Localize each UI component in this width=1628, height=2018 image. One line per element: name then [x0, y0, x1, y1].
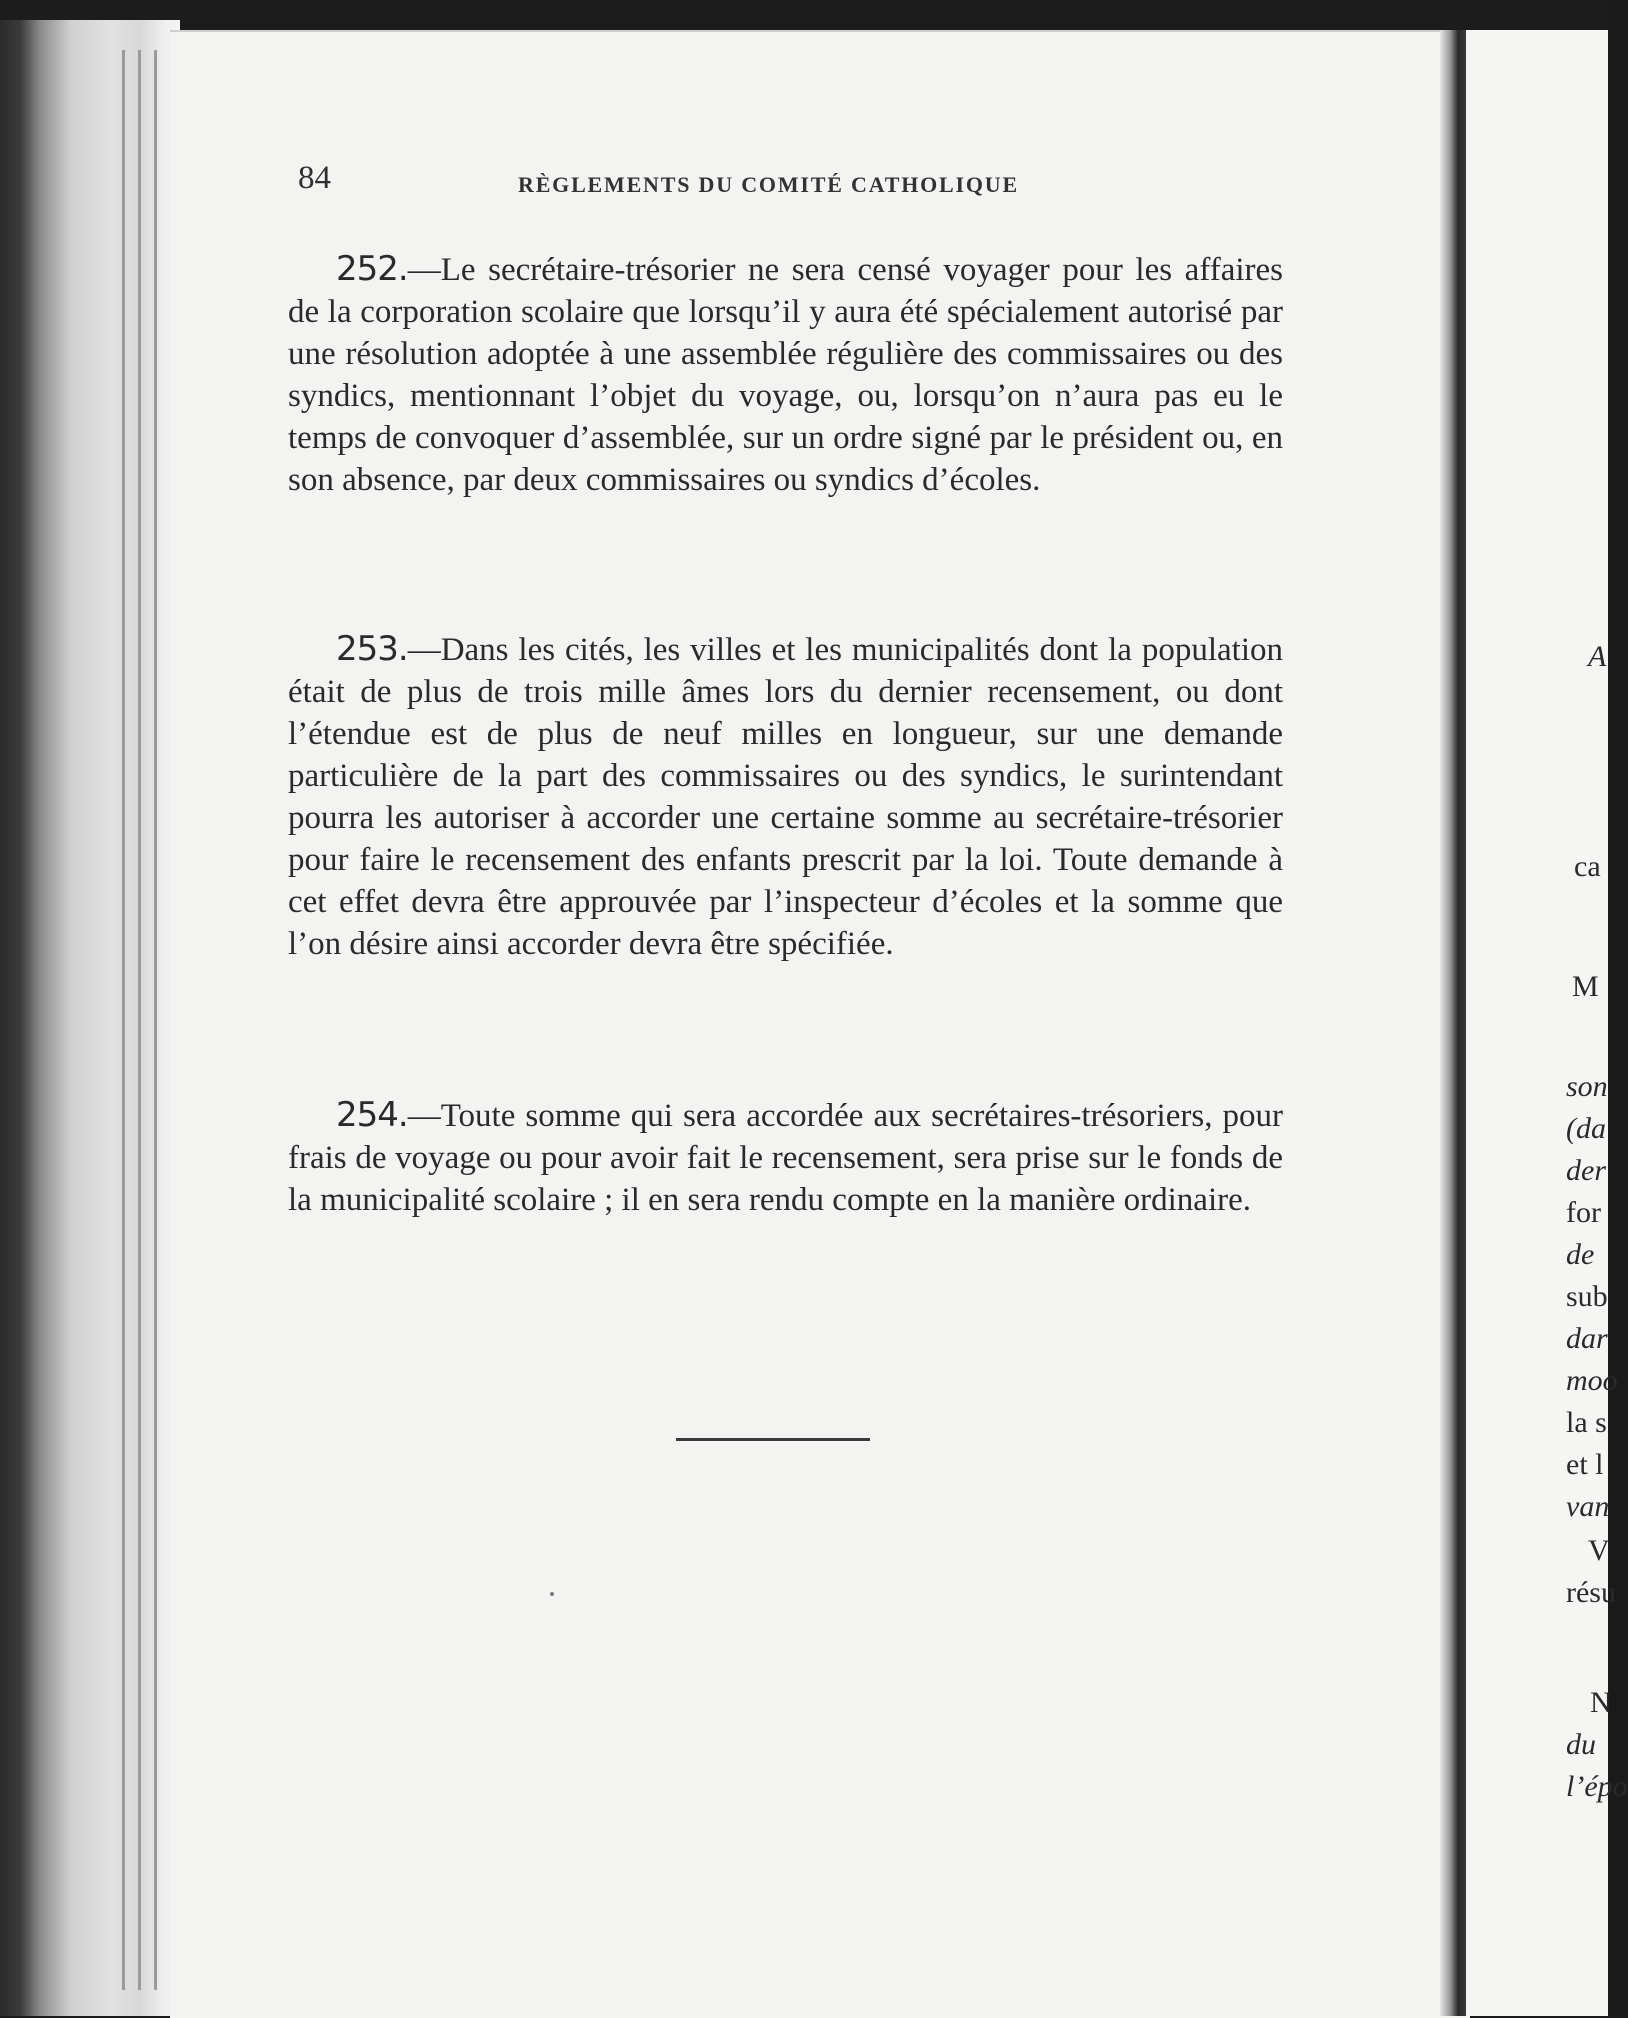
facing-fragment: (da: [1566, 1112, 1606, 1145]
article-text: —Toute somme qui sera accordée aux secrétaires-trésoriers, pour frais de voyage ou pour avoir fait le recensement, sera prise sur le fonds de la municipalité scolaire ; il en sera rendu compte en la manière ordinaire.: [288, 1098, 1283, 1218]
running-head: RÈGLEMENTS DU COMITÉ CATHOLIQUE: [518, 172, 1019, 197]
page-edge-line: [154, 50, 157, 1990]
scan-speck: [550, 1592, 554, 1596]
facing-fragment: moo: [1566, 1364, 1618, 1397]
book-gutter: [1440, 30, 1466, 2016]
facing-fragment: sub: [1566, 1280, 1608, 1313]
facing-page: [1466, 30, 1628, 2016]
article-number: 253.: [336, 629, 408, 669]
article-number: 252.: [336, 249, 408, 289]
facing-fragment: A: [1588, 640, 1607, 673]
page-edge-line: [138, 50, 141, 1990]
article-253: [288, 628, 1283, 965]
facing-fragment: du: [1566, 1728, 1596, 1761]
facing-fragment: ca: [1574, 850, 1601, 883]
facing-fragment: l’épo: [1566, 1770, 1628, 1803]
facing-fragment: et l: [1566, 1448, 1604, 1481]
article-text: —Dans les cités, les villes et les municipalités dont la population était de plus de trois mille âmes lors du dernier recensement, ou dont l’étendue est de plus de neuf milles en longueur, sur une demande particulière de la part des commissaires ou des syndics, le surintendant pourra les autoriser à accorder une certaine somme au secrétaire-trésorier pour faire le recensement des enfants prescrit par la loi. Toute demande à cet effet devra être approuvée par l’inspecteur d’écoles et la somme que l’on désire ainsi accorder devra être spécifiée.: [288, 632, 1283, 962]
facing-fragment: la s: [1566, 1406, 1607, 1439]
article-252: [288, 248, 1283, 501]
facing-fragment: der: [1566, 1154, 1606, 1187]
page-number: 84: [298, 160, 331, 196]
article-254: [288, 1094, 1283, 1221]
facing-fragment: dar: [1566, 1322, 1608, 1355]
book-page-edges: [0, 20, 180, 2016]
facing-fragment: M: [1572, 970, 1599, 1003]
facing-fragment: résu: [1566, 1576, 1616, 1609]
end-rule: [676, 1438, 870, 1441]
article-text: —Le secrétaire-trésorier ne sera censé voyager pour les affaires de la corporation scolaire que lorsqu’il y aura été spécialement autorisé par une résolution adoptée à une assemblée régulière des commissaires ou des syndics, mentionnant l’objet du voyage, ou, lorsqu’on n’aura pas eu le temps de convoquer d’assemblée, sur un ordre signé par le président ou, en son absence, par deux commissaires ou syndics d’écoles.: [288, 252, 1283, 498]
facing-fragment: N: [1590, 1686, 1612, 1719]
facing-fragment: V: [1588, 1534, 1610, 1567]
facing-fragment: for: [1566, 1196, 1601, 1229]
facing-fragment: de: [1566, 1238, 1595, 1271]
page-edge-line: [122, 50, 125, 1990]
article-number: 254.: [336, 1095, 408, 1135]
facing-fragment: van: [1566, 1490, 1610, 1523]
facing-fragment: son: [1566, 1070, 1608, 1103]
